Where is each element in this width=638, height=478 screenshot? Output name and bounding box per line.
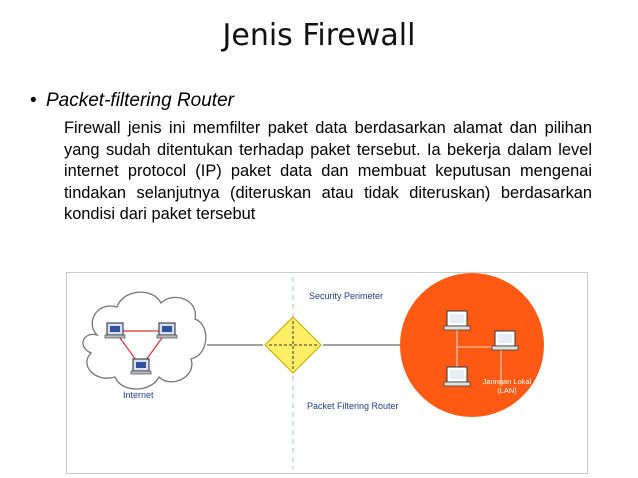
bullet-heading xyxy=(30,90,234,112)
internet-cloud-icon xyxy=(83,292,206,389)
computer-icon xyxy=(157,323,177,338)
computer-icon xyxy=(492,331,518,350)
lan-label-line1: Jaringan Lokal xyxy=(482,377,532,386)
computer-icon xyxy=(105,323,125,338)
lan-circle xyxy=(400,273,544,417)
body-paragraph: Firewall jenis ini memfilter paket data berdasarkan alamat dan pilihan yang sudah ditentukan terhadap paket tersebut. Ia bekerja dalam level internet protocol (IP) paket data dan membuat keputusan mengenai tindakan selanjutnya (diteruskan atau tidak diteruskan) berdasarkan kondisi dari paket tersebut xyxy=(64,119,592,223)
lan-label xyxy=(467,377,547,395)
computer-icon xyxy=(444,311,470,330)
computer-icon xyxy=(131,359,151,374)
internet-label: Internet xyxy=(123,390,154,400)
bullet-marker: • xyxy=(30,90,37,111)
lan-label-line2: (LAN) xyxy=(497,386,517,395)
diagram-drawing xyxy=(67,273,587,473)
slide-title: Jenis Firewall xyxy=(222,18,416,53)
router-label: Packet Filtering Router xyxy=(307,401,399,411)
bullet-subtitle: Packet-filtering Router xyxy=(46,90,234,111)
router-icon xyxy=(265,317,321,373)
network-diagram xyxy=(66,272,588,474)
security-perimeter-label: Security Perimeter xyxy=(309,291,384,301)
